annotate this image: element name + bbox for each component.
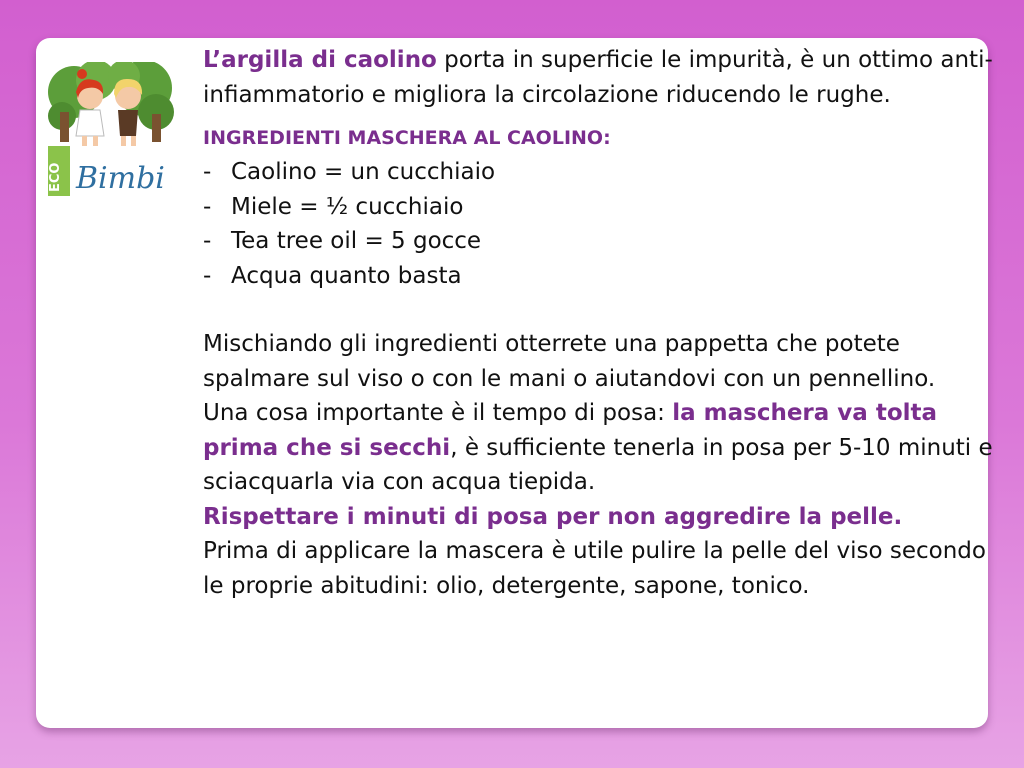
logo-brand-text: Bimbi	[76, 161, 165, 196]
warning-paragraph: Rispettare i minuti di posa per non aggredire la pelle.	[203, 503, 903, 530]
pose-before: Una cosa importante è il tempo di posa:	[203, 400, 673, 426]
list-dash: -	[203, 193, 212, 220]
ingredient-item-2	[203, 190, 993, 225]
ingredient-text: Acqua quanto basta	[231, 262, 462, 289]
ingredient-item-3	[203, 224, 993, 259]
logo-eco-text: ECO	[48, 162, 63, 192]
intro-highlight: L’argilla di caolino	[203, 47, 437, 73]
ingredient-item-1	[203, 155, 993, 190]
pose-paragraph	[203, 396, 993, 500]
pose-highlight: la maschera va tolta prima che si secchi	[203, 400, 938, 461]
slide-content	[203, 43, 993, 603]
mix-paragraph: Mischiando gli ingredienti otterrete una pappetta che potete spalmare sul viso o con le mani o aiutandovi con un pennellino.	[203, 331, 936, 392]
list-dash: -	[203, 262, 212, 289]
ingredient-text: Caolino = un cucchiaio	[231, 159, 496, 185]
list-dash: -	[203, 159, 212, 185]
pose-after: , è sufficiente tenerla in posa per 5-10 minuti e sciacquarla via con acqua tiepida.	[203, 434, 993, 495]
intro-paragraph	[203, 43, 993, 112]
ingredient-item-4	[203, 259, 993, 294]
paragraph-spacer	[203, 293, 993, 327]
ingredient-text: Tea tree oil = 5 gocce	[231, 228, 482, 254]
ingredient-text: Miele = ½ cucchiaio	[231, 193, 464, 220]
intro-rest: porta in superficie le impurità, è un ottimo anti-infiammatorio e migliora la circolazione riducendo le rughe.	[203, 47, 993, 108]
prep-paragraph: Prima di applicare la mascera è utile pulire la pelle del viso secondo le proprie abitudini: olio, detergente, sapone, tonico.	[203, 538, 986, 599]
list-dash: -	[203, 228, 212, 254]
eco-bimbi-logo-art	[48, 62, 174, 196]
eco-bimbi-logo	[48, 62, 174, 196]
ingredients-heading: INGREDIENTI MASCHERA AL CAOLINO:	[203, 127, 611, 149]
